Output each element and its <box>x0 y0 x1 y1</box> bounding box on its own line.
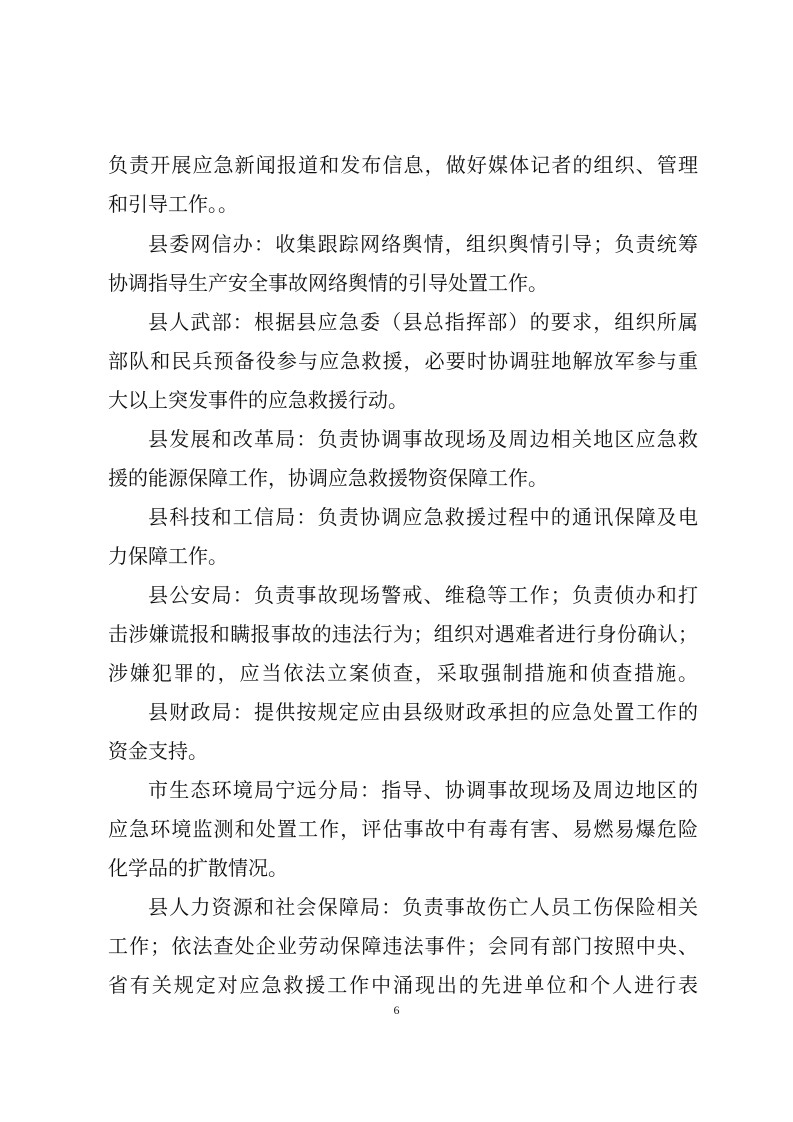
paragraph-line: 和引导工作。。 <box>108 192 238 216</box>
paragraph-line: 应急环境监测和处置工作，评估事故中有毒有害、易燃易爆危险 <box>108 817 698 841</box>
paragraph-line: 部队和民兵预备役参与应急救援，必要时协调驻地解放军参与重 <box>108 349 698 373</box>
paragraph-line: 市生态环境局宁远分局：指导、协调事故现场及周边地区的 <box>148 778 698 802</box>
paragraph-line: 县财政局：提供按规定应由县级财政承担的应急处置工作的 <box>148 700 698 724</box>
paragraph-line: 力保障工作。 <box>108 544 228 568</box>
paragraph-line: 协调指导生产安全事故网络舆情的引导处置工作。 <box>108 271 548 295</box>
paragraph-line: 援的能源保障工作，协调应急救援物资保障工作。 <box>108 466 548 490</box>
paragraph-line: 县人力资源和社会保障局：负责事故伤亡人员工伤保险相关 <box>148 895 698 919</box>
paragraph-line: 大以上突发事件的应急救援行动。 <box>108 388 408 412</box>
paragraph-line: 化学品的扩散情况。 <box>108 856 288 880</box>
paragraph-line: 县公安局：负责事故现场警戒、维稳等工作；负责侦办和打 <box>148 583 698 607</box>
paragraph-line: 负责开展应急新闻报道和发布信息，做好媒体记者的组织、管理 <box>108 153 698 177</box>
paragraph-line: 县科技和工信局：负责协调应急救援过程中的通讯保障及电 <box>148 505 698 529</box>
paragraph-line: 击涉嫌谎报和瞒报事故的违法行为；组织对遇难者进行身份确认； <box>108 622 698 646</box>
paragraph-line: 工作；依法查处企业劳动保障违法事件；会同有部门按照中央、 <box>108 934 698 958</box>
paragraph-line: 县人武部：根据县应急委（县总指挥部）的要求，组织所属 <box>148 310 698 334</box>
paragraph-line: 资金支持。 <box>108 739 208 763</box>
paragraph-line: 涉嫌犯罪的，应当依法立案侦查，采取强制措施和侦查措施。 <box>108 661 698 685</box>
paragraph-line: 省有关规定对应急救援工作中涌现出的先进单位和个人进行表 <box>108 973 698 997</box>
page-number: 6 <box>393 1003 400 1017</box>
paragraph-line: 县委网信办：收集跟踪网络舆情，组织舆情引导；负责统筹 <box>148 232 698 256</box>
paragraph-line: 县发展和改革局：负责协调事故现场及周边相关地区应急救 <box>148 427 698 451</box>
